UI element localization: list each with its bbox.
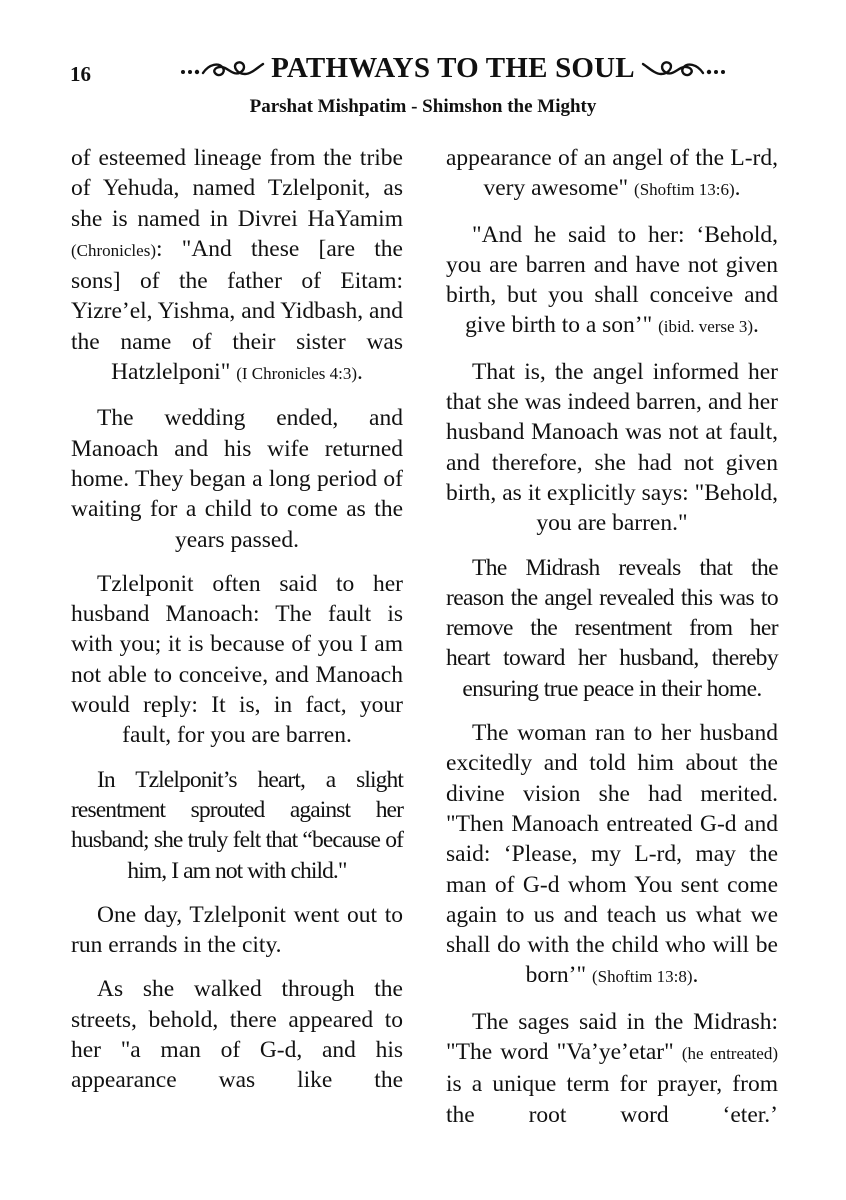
paragraph: One day, Tzlelponit went out to run errands in the city. <box>71 901 403 959</box>
paragraph: As she walked through the streets, behold, there appeared to her "a man of G-d, and his appearance was like the <box>71 976 403 1094</box>
paragraph: The woman ran to her husband excitedly and told him about the divine vision she had merited. "Then Manoach entreated G-d and said: ‘Please, my L-rd, may the man of G-d whom You sent come again to us and teach us what we shall do with the child who will be born’" (Shoftim 13:8). <box>446 720 778 989</box>
paragraph: The Midrash reveals that the reason the angel revealed this was to remove the resentment from her heart toward her husband, thereby ensuring true peace in their home. <box>446 554 778 702</box>
paragraph: In Tzlelponit’s heart, a slight resentment sprouted against her husband; she truly felt that “because of him, I am not with child." <box>71 766 403 884</box>
paragraph: Tzlelponit often said to her husband Manoach: The fault is with you; it is because of you I am not able to conceive, and Manoach would reply: It is, in fact, your fault, for you are barren. <box>71 570 403 749</box>
left-flourish-icon <box>179 56 265 82</box>
paragraph: The sages said in the Midrash: "The word "Va’ye’etar" (he entreated) is a unique term for prayer, from the root word ‘eter.’ <box>446 1008 778 1128</box>
left-column <box>71 143 403 1110</box>
paragraph: appearance of an angel of the L-rd, very awesome" (Shoftim 13:6). <box>446 145 778 202</box>
book-title: PATHWAYS TO THE SOUL <box>271 52 635 84</box>
paragraph: "And he said to her: ‘Behold, you are barren and have not given birth, but you shall conceive and give birth to a son’" (ibid. verse 3). <box>446 221 778 339</box>
chapter-subtitle: Parshat Mishpatim - Shimshon the Mighty <box>249 96 597 117</box>
running-header <box>70 52 780 88</box>
paragraph: of esteemed lineage from the tribe of Yehuda, named Tzlelponit, as she is named in Divrei HaYamim (Chronicles): "And these [are the sons] of the father of Eitam: Yizre’el, Yishma, and Yidbash, and the name of their sister was Hatzlelponi" (I Chronicles 4:3). <box>71 145 403 386</box>
title-row <box>128 52 778 85</box>
right-column <box>446 143 778 1144</box>
paragraph: The wedding ended, and Manoach and his wife returned home. They began a long period of waiting for a child to come as the years passed. <box>71 405 403 553</box>
paragraph: That is, the angel informed her that she was indeed barren, and her husband Manoach was not at fault, and therefore, she had not given birth, as it explicitly says: "Behold, you are barren." <box>446 358 778 537</box>
page-number: 16 <box>70 62 91 86</box>
right-flourish-icon <box>641 56 727 82</box>
